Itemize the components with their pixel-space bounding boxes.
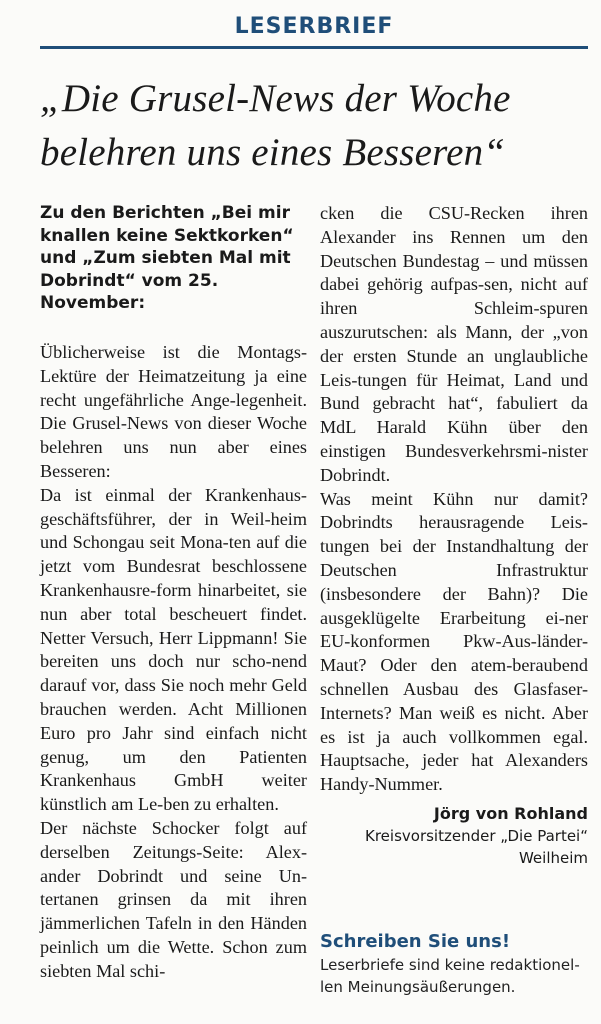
author-role: Kreisvorsitzender „Die Partei“ bbox=[365, 826, 588, 845]
article-headline: „Die Grusel-News der Woche belehren uns eines Besseren“ bbox=[40, 77, 511, 174]
body-paragraph: Da ist einmal der Krankenhaus-geschäftsführer, der in Weil-heim und Schongau seit Mona-ten auf die jetzt vom Bundesrat beschlossene Krankenhausre-form hinarbeitet, sie nun aber total bescheuert findet. Netter Versuch, Herr Lippmann! Sie bereiten uns doch nur scho-nend darauf vor, dass Sie noch mehr Geld brauchen werden. Acht Millionen Euro pro Jahr sind einfach nicht genug, um den Patienten Krankenhaus GmbH weiter künstlich am Le-ben zu erhalten. bbox=[40, 484, 307, 815]
right-column bbox=[320, 202, 588, 869]
body-paragraph: Der nächste Schocker folgt auf derselben Zeitungs-Seite: Alex-ander Dobrindt und seine Un-tertanen grinsen da mit ihren jämmerlichen Tafeln in den Händen peinlich um die Wette. Schon zum siebten Mal schi- bbox=[40, 817, 307, 981]
body-paragraph: Was meint Kühn nur damit? Dobrindts herausragende Leis-tungen bei der Instandhaltung der Deutschen Infrastruktur (insbesondere der Bahn)? Die ausgeklügelte Erarbeitung ei-ner EU-konformen Pkw-Aus-länder-Maut? Oder den atem-beraubend schnellen Ausbau des Glasfaser-Internets? Man weiß es nicht. Aber es ist ja auch vollkommen egal. Hauptsache, jeder hat Alexanders Handy-Nummer. bbox=[320, 488, 588, 795]
section-rubric bbox=[40, 10, 588, 49]
body-paragraph: cken die CSU-Recken ihren Alexander ins Rennen um den Deutschen Bundestag – und müssen dabei gehörig aufpas-sen, nicht auf ihren Schleim-spuren auszurutschen: als Mann, der „von der ersten Stunde an unglaubliche Leis-tungen für Heimat, Land und Bund gebracht hat“, fabuliert da MdL Harald Kühn über den einstigen Bundesverkehrsmi-nister Dobrindt. bbox=[320, 203, 588, 485]
author-place: Weilheim bbox=[518, 848, 588, 867]
author-name: Jörg von Rohland bbox=[433, 803, 588, 823]
left-column bbox=[40, 202, 307, 983]
body-paragraph: Üblicherweise ist die Montags-Lektüre der Heimatzeitung ja eine recht ungefährliche Ange-legenheit. Die Grusel-News von dieser Woche belehren uns nun aber eines Besseren: bbox=[40, 341, 307, 481]
write-to-us-box bbox=[320, 930, 588, 998]
rubric-label: LESERBRIEF bbox=[234, 14, 394, 39]
write-to-us-title: Schreiben Sie uns! bbox=[320, 931, 511, 952]
disclaimer-text: Leserbriefe sind keine redaktionel-len Meinungsäußerungen. bbox=[320, 956, 580, 996]
letter-reference-intro: Zu den Berichten „Bei mir knallen keine Sektkorken“ und „Zum siebten Mal mit Dobrindt“ vom 25. November: bbox=[40, 203, 294, 314]
